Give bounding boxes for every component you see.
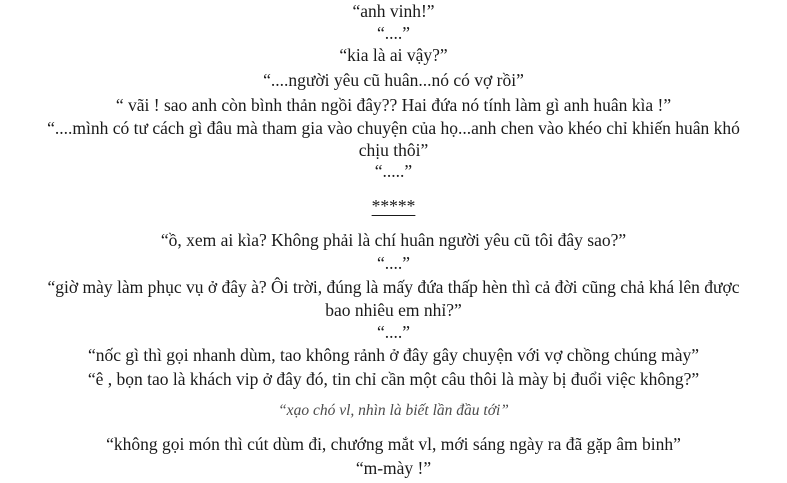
dialogue-line-4: “....người yêu cũ huân...nó có vợ rồi”: [263, 70, 524, 90]
dialogue-line-6: “....mình có tư cách gì đâu mà tham gia vào chuyện của họ...anh chen vào khéo chỉ khiến huân khó: [47, 118, 740, 138]
dialogue-line-16: “không gọi món thì cút dùm đi, chướng mắt vl, mới sáng ngày ra đã gặp âm binh”: [106, 434, 681, 454]
dialogue-line-7: chịu thôi”: [358, 140, 429, 160]
scene-separator: *****: [371, 196, 416, 216]
dialogue-line-10: “....”: [376, 253, 411, 273]
dialogue-line-2: “....”: [376, 23, 411, 43]
dialogue-line-3: “kia là ai vậy?”: [339, 45, 448, 65]
dialogue-line-13: “....”: [376, 322, 411, 342]
dialogue-line-12: bao nhiêu em nhỉ?”: [325, 300, 462, 320]
dialogue-line-15: “ê , bọn tao là khách vip ở đây đó, tin chỉ cần một câu thôi là mày bị đuổi việc không?”: [87, 369, 700, 389]
dialogue-line-5: “ vãi ! sao anh còn bình thản ngồi đây?? Hai đứa nó tính làm gì anh huân kìa !”: [115, 95, 672, 115]
dialogue-line-11: “giờ mày làm phục vụ ở đây à? Ôi trời, đúng là mấy đứa thấp hèn thì cả đời cũng chả khá lên được: [47, 277, 740, 297]
dialogue-line-14: “nốc gì thì gọi nhanh dùm, tao không rảnh ở đây gây chuyện với vợ chồng chúng mày”: [88, 345, 699, 365]
dialogue-line-1: “anh vinh!”: [352, 1, 435, 21]
italic-dialogue-line: “xạo chó vl, nhìn là biết lần đầu tới”: [278, 402, 509, 419]
dialogue-line-8: “.....”: [374, 161, 413, 181]
dialogue-line-17: “m-mày !”: [355, 458, 432, 478]
dialogue-line-9: “ồ, xem ai kìa? Không phải là chí huân người yêu cũ tôi đây sao?”: [160, 230, 627, 250]
